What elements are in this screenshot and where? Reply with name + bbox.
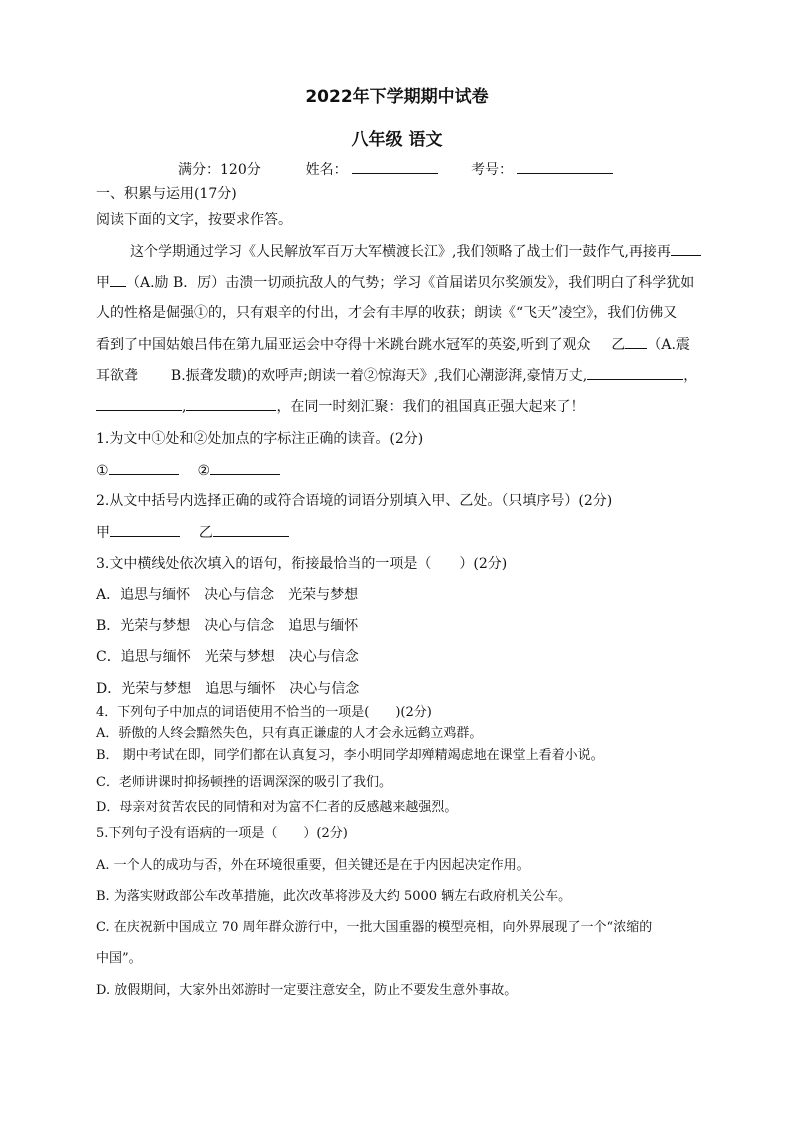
question-2-answers: 甲 乙 bbox=[96, 523, 289, 542]
question-5-option-a: A. 一个人的成功与否，外在环境很重要，但关键还是在于内因起决定作用。 bbox=[96, 858, 530, 873]
question-5-option-d: D. 放假期间，大家外出郊游时一定要注意安全，防止不要发生意外事故。 bbox=[96, 983, 518, 998]
question-5: 5.下列句子没有语病的一项是（ ）(2分) bbox=[96, 826, 348, 841]
section-instruction: 阅读下面的文字，按要求作答。 bbox=[96, 212, 292, 228]
exam-title: 2022年下学期期中试卷 bbox=[305, 87, 489, 107]
passage-line-2: 甲 （A.励 B．厉）击溃一切顽抗敌人的气势；学习《首届诺贝尔奖颁发》，我们明白了科学犹如 bbox=[96, 275, 695, 291]
answer-blank-jia[interactable] bbox=[110, 523, 180, 537]
answer-blank-2[interactable] bbox=[210, 461, 280, 475]
question-2: 2.从文中括号内选择正确的或符合语境的词语分别填入甲、乙处。（只填序号）(2分) bbox=[96, 493, 613, 509]
question-3-option-b: B．光荣与梦想 决心与信念 追思与缅怀 bbox=[96, 618, 359, 634]
exam-subtitle: 八年级 语文 bbox=[351, 130, 443, 150]
question-5-option-b: B. 为落实财政部公车改革措施，此次改革将涉及大约 5000 辆左右政府机关公车。 bbox=[96, 889, 572, 904]
passage-line-4: 看到了中国姑娘吕伟在第九届亚运会中夺得十米跳台跳水冠军的英姿,听到了观众 乙 （A.震 bbox=[96, 337, 690, 353]
question-1: 1.为文中①处和②处加点的字标注正确的读音。(2分) bbox=[96, 431, 424, 447]
answer-blank-yi[interactable] bbox=[213, 523, 289, 537]
passage-line-5: 耳欲聋 B.振聋发聩)的欢呼声;朗读一着②惊海天》,我们心潮澎湃,豪情万丈, ， bbox=[96, 368, 698, 384]
question-3-option-c: C．追思与缅怀 光荣与梦想 决心与信念 bbox=[96, 649, 359, 665]
passage-line-3: 人的性格是倔强①的，只有艰辛的付出，才会有丰厚的收获；朗读《“飞天”凌空》，我们仿佛又 bbox=[96, 305, 678, 321]
answer-blank-1[interactable] bbox=[109, 461, 179, 475]
question-4-option-d: D．母亲对贫苦农民的同情和对为富不仁者的反感越来越强烈。 bbox=[96, 800, 458, 815]
question-3-option-a: A．追思与缅怀 决心与信念 光荣与梦想 bbox=[96, 587, 359, 603]
question-5-option-c-cont: 中国”。 bbox=[96, 951, 142, 966]
question-4-option-c: C．老师讲课时抑扬顿挫的语调深深的吸引了我们。 bbox=[96, 775, 392, 790]
id-label: 考号： bbox=[471, 162, 513, 178]
question-1-answers: ① ② bbox=[96, 461, 280, 480]
question-4-option-a: A．骄傲的人终会黯然失色，只有真正谦虚的人才会永远鹤立鸡群。 bbox=[96, 726, 483, 741]
score-label: 满分：120分 bbox=[178, 162, 261, 178]
question-5-option-c: C. 在庆祝新中国成立 70 周年群众游行中，一批大国重器的模型亮相，向外界展现了一个“浓缩的 bbox=[96, 920, 653, 935]
passage-line-6: , ，在同一时刻汇聚：我们的祖国真正强大起来了！ bbox=[96, 397, 584, 416]
section-heading: 一、积累与运用(17分) bbox=[96, 186, 237, 202]
question-4-option-b: B． 期中考试在即，同学们都在认真复习，李小明同学却殚精竭虑地在课堂上看着小说。 bbox=[96, 748, 604, 763]
question-4: 4．下列句子中加点的词语使用不恰当的一项是( )(2分) bbox=[96, 705, 432, 720]
passage-line-1: 这个学期通过学习《人民解放军百万大军横渡长江》,我们领略了战士们一鼓作气,再接再 bbox=[130, 242, 701, 261]
question-3: 3.文中横线处依次填入的语句，衔接最恰当的一项是（ ）(2分) bbox=[96, 556, 508, 572]
id-blank[interactable] bbox=[517, 160, 613, 174]
name-label: 姓名： bbox=[305, 162, 348, 178]
name-blank[interactable] bbox=[352, 160, 438, 174]
question-3-option-d: D．光荣与梦想 追思与缅怀 决心与信念 bbox=[96, 681, 360, 697]
exam-info-row bbox=[178, 160, 613, 179]
